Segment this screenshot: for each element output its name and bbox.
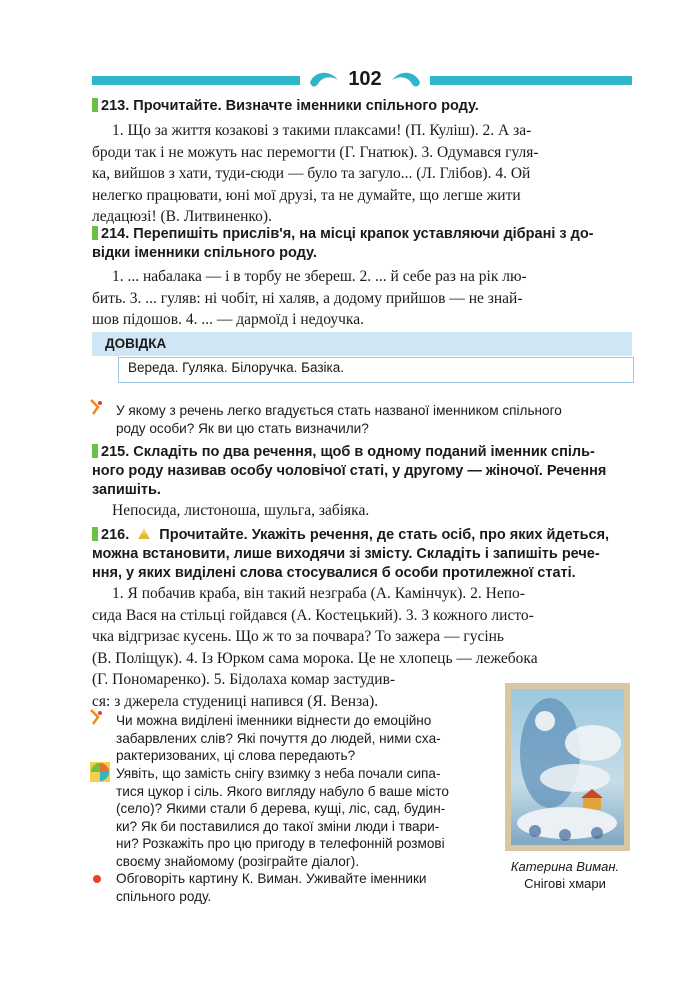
creative-line: тися цукор і сіль. Якого вигляду набуло б ваше місто: [116, 783, 449, 799]
text-line: 1. ... набалака — і в торбу не збереш. 2. ... й себе раз на рік лю-: [112, 268, 527, 285]
question-2: [116, 712, 496, 765]
task-216-heading: [92, 526, 637, 583]
task-instruction: відки іменники спільного роду.: [92, 245, 317, 261]
reference-box-text: Вереда. Гуляка. Білоручка. Базіка.: [128, 360, 344, 375]
reference-box-header: [92, 332, 632, 356]
task-marker-icon: [92, 98, 98, 112]
task-marker-icon: [92, 444, 98, 458]
painting-caption: [485, 858, 645, 892]
text-line: бить. 3. ... гуляв: ні чобіт, ні халяв, а додому прийшов — не знай-: [92, 289, 523, 307]
creative-line: ни? Розкажіть про цю пригоду в телефонній розмові: [116, 836, 445, 851]
left-swirl-icon: [308, 68, 342, 90]
question-icon: [88, 398, 106, 416]
text-line: 1. Що за життя козакові з такими плаксами! (П. Куліш). 2. А за-: [112, 122, 532, 139]
task-214-heading: [92, 225, 637, 263]
creative-line: (село)? Якими стали б дерева, кущі, ліс, сад, будин-: [116, 801, 446, 816]
task-instruction: можна встановити, лише виходячи зі змісту. Складіть і запишіть рече-: [92, 546, 600, 562]
task-number: 215.: [101, 444, 130, 460]
text-line: ледацюзі! (В. Литвиненко).: [92, 208, 272, 225]
painting-image: [505, 683, 630, 851]
question-line: забарвлених слів? Які почуття до людей, ними схa-: [116, 730, 441, 746]
task-instruction: ного роду називав особу чоловічої статі, у другому — жіночої. Речення: [92, 463, 607, 479]
creative-task-icon: [90, 762, 110, 782]
question-icon: [88, 708, 106, 726]
bullet-dot-icon: [92, 874, 102, 884]
question-line: Чи можна виділені іменники віднести до емоційно: [116, 713, 432, 728]
text-line: чка відгризає кусень. Що ж то за почвара? То зажера — гусінь: [92, 628, 504, 645]
reading-icon: [136, 526, 152, 541]
text-line: ка, вийшов з хати, туди-сюди — було та загуло... (Л. Глібов). 4. Ой: [92, 165, 531, 182]
task-instruction: запишіть.: [92, 482, 161, 498]
task-number: 216.: [101, 527, 130, 543]
task-number: 214.: [101, 226, 130, 242]
question-1: [116, 402, 636, 437]
creative-line: Уявіть, що замість снігу взимку з неба почали сипа-: [116, 766, 441, 781]
reference-box-title: ДОВІДКА: [105, 336, 167, 351]
text-line: (Г. Пономаренко). 5. Бідолаха комар застудив-: [92, 671, 396, 688]
discuss-task: [116, 870, 496, 905]
text-line: сида Вася на стільці гойдався (А. Костецький). 3. З кожного листо-: [92, 606, 534, 624]
task-number: 213.: [101, 98, 130, 114]
caption-title: Снігові хмари: [524, 876, 606, 891]
text-line: 1. Я побачив краба, він такий незграба (А. Камінчук). 2. Непо-: [112, 585, 525, 602]
task-instruction: Перепишіть прислів'я, на місці крапок уставляючи дібрані з до-: [133, 226, 594, 242]
task-instruction: ння, у яких виділені слова стосувалися б особи протилежної статі.: [92, 565, 576, 581]
text-line: ся: з джерела студениці напився (Я. Венза).: [92, 692, 379, 710]
task-instruction: Складіть по два речення, щоб в одному поданий іменник спіль-: [133, 444, 595, 460]
task-215-words: Непосида, листоноша, шульга, забіяка.: [112, 502, 370, 519]
text-line: нелегко працювати, юні мої друзі, та не думайте, що легше жити: [92, 186, 521, 204]
text-line: шов підошов. 4. ... — дармоїд і недоучка.: [92, 311, 364, 328]
task-215-heading: [92, 443, 637, 500]
discuss-line: Обговоріть картину К. Виман. Уживайте іменники: [116, 871, 427, 886]
creative-line: ки? Як би поставилися до такої зміни люди і твари-: [116, 818, 440, 834]
question-line: роду особи? Як ви цю стать визначили?: [116, 420, 369, 436]
question-line: рактеризованих, ці слова передають?: [116, 748, 356, 763]
task-instruction: Прочитайте. Укажіть речення, де стать осіб, про яких йдеться,: [159, 527, 610, 543]
right-swirl-icon: [388, 68, 422, 90]
task-216-text-cont: [92, 669, 487, 712]
task-214-text: [92, 266, 632, 331]
task-213-heading: [92, 97, 637, 116]
task-marker-icon: [92, 226, 98, 240]
text-line: броди так і не можуть нас перемогти (Г. Гнатюк). 3. Одумався гуля-: [92, 143, 539, 161]
discuss-line: спільного роду.: [116, 888, 212, 904]
page-number-badge: [300, 64, 430, 94]
task-216-text: [92, 583, 632, 669]
question-line: У якому з речень легко вгадується стать названої іменником спільного: [116, 403, 562, 418]
creative-task: [116, 765, 496, 870]
task-marker-icon: [92, 527, 98, 541]
creative-line: своєму знайомому (розіграйте діалог).: [116, 853, 360, 869]
task-213-text: [92, 120, 632, 228]
text-line: (В. Поліщук). 4. Із Юрком сама морока. Це не хлопець — лежебока: [92, 649, 538, 667]
task-instruction: Прочитайте. Визначте іменники спільного роду.: [133, 98, 479, 114]
page-number: 102: [348, 67, 382, 90]
caption-author: Катерина Виман.: [510, 859, 620, 874]
